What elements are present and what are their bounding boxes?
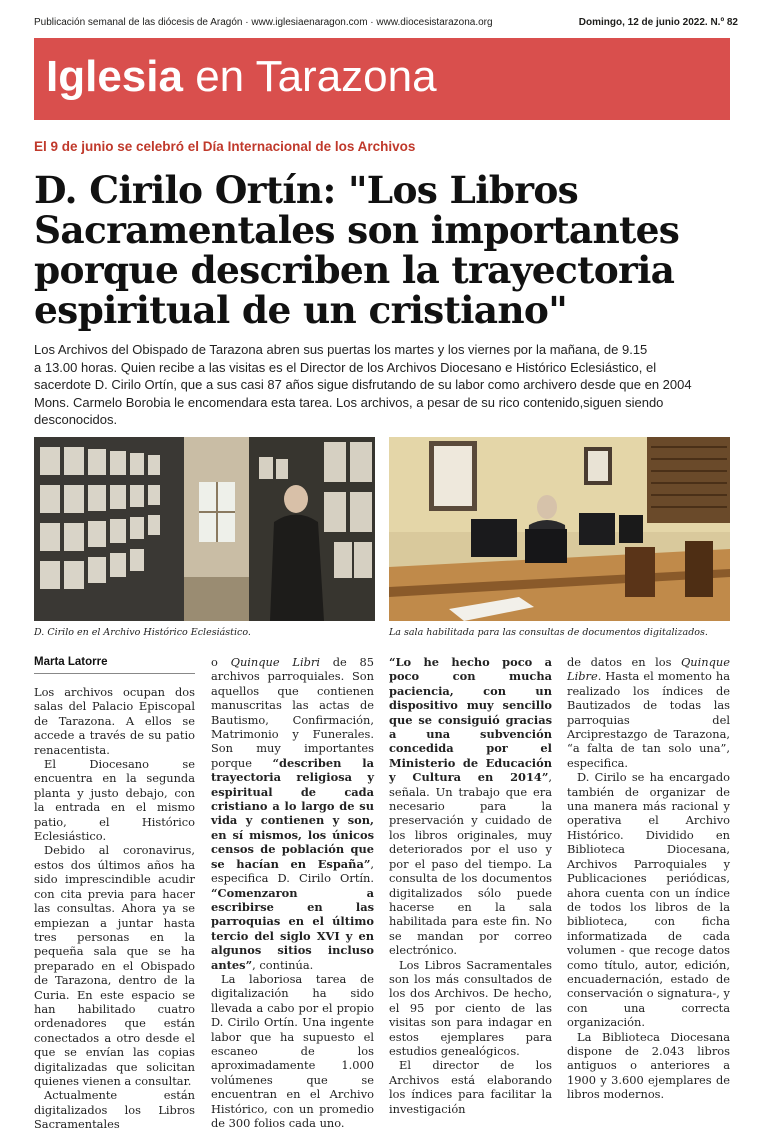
text-run: o xyxy=(211,655,231,669)
photo2-caption: La sala habilitada para las consultas de documentos digitalizados. xyxy=(389,627,708,638)
photo-archive-corridor xyxy=(34,437,375,621)
body-paragraph: La laboriosa tarea de digitalización ha sido llevada a cabo por el propio D. Cirilo Ortín. Una ingente labor que ha supuesto el escaneo de los aproximadamente 1.000 volúmenes que se encuentran en el Archivo Histórico, con un promedio de 300 folios cada uno. xyxy=(211,971,374,1130)
text-run: , especifica D. Cirilo Ortín. xyxy=(211,856,374,886)
top-info-line xyxy=(34,17,738,33)
photo1-caption: D. Cirilo en el Archivo Histórico Eclesiástico. xyxy=(34,627,251,638)
lead-line: sacerdote D. Cirilo Ortín, que a sus casi 87 años sigue disfrutando de su labor como archivero desde que en 2004 xyxy=(34,377,692,392)
body-paragraph xyxy=(389,655,552,958)
lead-line: Mons. Carmelo Borobia le encomendara esta tarea. Los archivos, a pesar de su rico contenido,siguen siendo xyxy=(34,394,664,410)
headline-line: Sacramentales son importantes xyxy=(34,208,680,252)
issue-date: Domingo, 12 de junio 2022. N.º 82 xyxy=(578,17,738,28)
body-paragraph: Los Libros Sacramentales son los más consultados de los dos Archivos. De hecho, el 95 por ciento de las visitas son para indagar en estos ejemplares para estudios genealógicos. xyxy=(389,957,552,1058)
lead-line: Los Archivos del Obispado de Tarazona abren sus puertas los martes y los viernes por la mañana, de 9.15 xyxy=(34,342,648,357)
author-byline: Marta Latorre xyxy=(34,656,108,668)
headline-line: espiritual de un cristiano" xyxy=(34,288,568,332)
body-column-4 xyxy=(567,655,730,1102)
body-paragraph xyxy=(567,655,730,770)
text-run: de datos en los xyxy=(567,655,681,669)
photo-consultation-room xyxy=(389,437,730,621)
body-paragraph: Debido al coronavirus, estos dos últimos años ha sido imprescindible acudir con cita previa para hacer las consultas. Ahora ya se empiezan a juntar hasta tres personas en la pequeña sala que se ha preparado en el Obispado de Tarazona, dentro de la Curia. En este espacio se han habilitado cuatro ordenadores que están conectados a otro desde el que se envían las copias digitalizadas que solicitan quienes vienen a consultar. xyxy=(34,843,195,1088)
headline xyxy=(34,170,734,330)
masthead xyxy=(34,38,730,120)
quote-bold: “Comenzaron a escribirse en las parroquias en el último tercio del siglo XVI y en algunos sitios incluso antes” xyxy=(211,885,374,972)
italic-term: Quinque Libri xyxy=(230,655,320,669)
body-paragraph: La Biblioteca Diocesana dispone de 2.043 libros antiguos o anteriores a 1900 y 3.600 ejemplares de libros modernos. xyxy=(567,1029,730,1102)
text-run: , señala. Un trabajo que era necesario para la preservación y cuidado de los libros originales, muy deteriorados por el uso y por el paso del tiempo. La consulta de los documentos digitalizados sólo puede hacerse en la sala habilitada para este fin. No se mandan por correo electrónico. xyxy=(389,770,552,958)
masthead-title-bold: Iglesia xyxy=(46,52,183,101)
italic-term: Quinque Libre xyxy=(567,655,730,684)
body-paragraph: Los archivos ocupan dos salas del Palacio Episcopal de Tarazona. A ellos se accede a través de su patio renacentista. xyxy=(34,685,195,757)
body-paragraph: Actualmente están digitalizados los Libros Sacramentales xyxy=(34,1088,195,1132)
headline-line: D. Cirilo Ortín: "Los Libros xyxy=(34,168,579,212)
body-paragraph: D. Cirilo se ha encargado también de organizar de una manera más racional y operativa el Archivo Histórico. Dividido en Biblioteca Diocesana, Archivos Parroquiales y Publicaciones periódicas, ahora cuenta con un índice de todos los libros de la biblioteca, con ficha informatizada de cada volumen - que recoge datos como título, autor, edición, encuadernación, estado de conservación o signatura-, y con una correcta organización. xyxy=(567,770,730,1030)
publication-line: Publicación semanal de las diócesis de Aragón · www.iglesiaenaragon.com · www.diocesistarazona.org xyxy=(34,17,493,28)
lead-line: a 13.00 horas. Quien recibe a las visitas es el Director de los Archivos Diocesano e Histórico Eclesiástico, el xyxy=(34,359,657,375)
byline-divider xyxy=(34,673,195,674)
text-run: , continúa. xyxy=(252,957,314,972)
lead-line: desconocidos. xyxy=(34,412,118,427)
lead-paragraph xyxy=(34,341,734,429)
body-paragraph: El director de los Archivos está elaborando los índices para facilitar la investigación xyxy=(389,1058,552,1116)
body-column-1 xyxy=(34,685,195,1132)
masthead-title xyxy=(46,50,437,104)
body-paragraph xyxy=(211,655,374,972)
body-column-3 xyxy=(389,655,552,1116)
quote-bold: “Lo he hecho poco a poco con mucha paciencia, con un dispositivo muy sencillo que se consiguió gracias a una subvención concedida por el Ministerio de Educación y Cultura en 2014” xyxy=(389,655,552,785)
headline-line: porque describen la trayectoria xyxy=(34,248,675,292)
text-run: de 85 archivos parroquiales. Son aquellos que contienen manuscritas las actas de Bautismo, Confirmación, Matrimonio y Funerales. Son muy importantes porque xyxy=(211,655,374,770)
text-run: . Hasta el momento ha realizado los índices de Bautizados de todas las parroquias del Arciprestazgo de Tarazona, “a falta de tan solo una”, especifica. xyxy=(567,669,730,770)
quote-bold: “describen la trayectoria religiosa y espiritual de cada cristiano a lo largo de su vida y contienen y son, en sí mismos, los únicos censos de población que se hacían en España” xyxy=(211,755,374,871)
body-column-2 xyxy=(211,655,374,1130)
body-paragraph: El Diocesano se encuentra en la segunda planta y justo debajo, con la entrada en el mismo patio, el Histórico Eclesiástico. xyxy=(34,757,195,844)
kicker: El 9 de junio se celebró el Día Internacional de los Archivos xyxy=(34,139,416,154)
masthead-title-regular: en Tarazona xyxy=(195,52,437,101)
